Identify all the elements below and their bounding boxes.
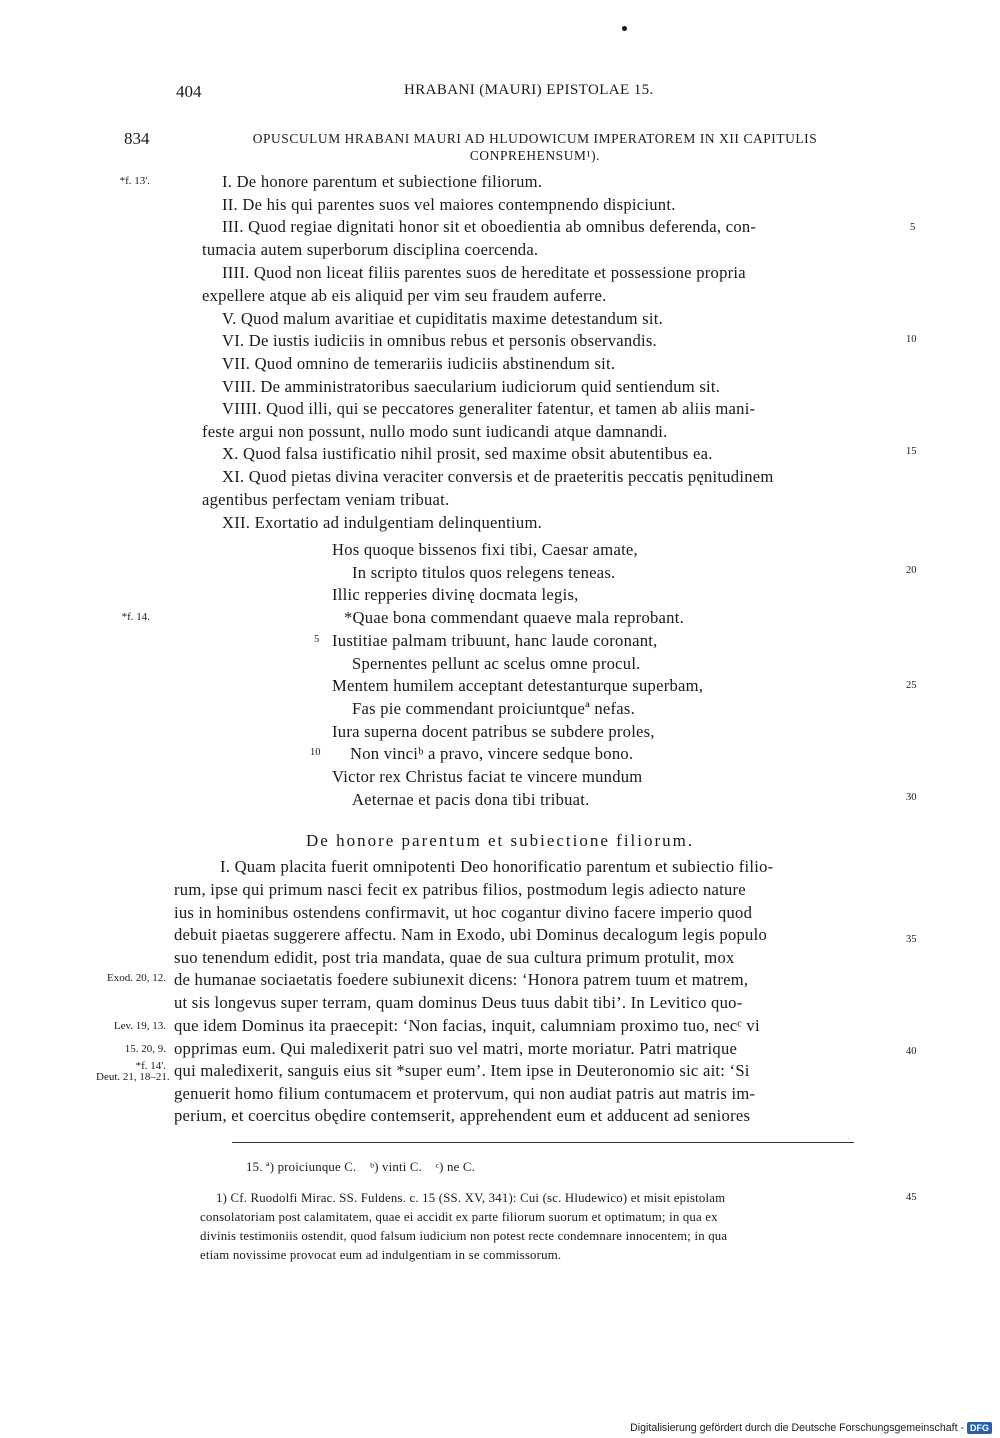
opusculum-title: OPUSCULUM HRABANI MAURI AD HLUDOWICUM IMPERATOREM IN XII CAPITULIS CONPREHENSUM¹). (252, 131, 818, 163)
footnote-line: consolatoriam post calamitatem, quae ei accidit ex parte filiorum suorum et optimatum; in qua ex (200, 1210, 718, 1224)
body-line: genuerit homo filium contumacem et protervum, qui non audiat patris aut matris im- (174, 1084, 756, 1103)
poem-line: Iura superna docent patribus se subdere proles, (332, 722, 655, 741)
chapter-line: VIIII. Quod illi, qui se peccatores generaliter fatentur, et tamen ab aliis mani- (222, 399, 756, 418)
body-line: I. Quam placita fuerit omnipotenti Deo honorificatio parentum et subiectio filio- (220, 857, 774, 876)
chapter-line: VII. Quod omnino de temerariis iudiciis abstinendum sit. (222, 354, 616, 373)
line-number: 40 (906, 1046, 917, 1057)
line-number: 10 (906, 334, 917, 345)
line-number: 30 (906, 792, 917, 803)
line-number: 25 (906, 680, 917, 691)
margin-note: *f. 13'. (119, 175, 150, 187)
margin-note: *f. 14. (121, 611, 150, 623)
chapter-line: VIII. De amministratoribus saecularium iudiciorum quid sentiendum sit. (222, 377, 721, 396)
poem-line: Victor rex Christus faciat te vincere mundum (332, 767, 643, 786)
ink-dot (622, 26, 627, 31)
credit-text: Digitalisierung gefördert durch die Deutsche Forschungsgemeinschaft - (630, 1422, 964, 1434)
body-line: ius in hominibus ostendens confirmavit, ut hoc cogantur divino facere imperio quod (174, 903, 753, 922)
body-line: opprimas eum. Qui maledixerit patri suo vel matri, morte moriatur. Patri matrique (174, 1039, 738, 1058)
chapter-line: expellere atque ab eis aliquid per vim seu fraudem auferre. (202, 286, 607, 305)
margin-note: Deut. 21, 18–21. (96, 1071, 170, 1083)
line-number: 45 (906, 1192, 917, 1203)
chapter-line: XI. Quod pietas divina veraciter conversis et de praeteritis peccatis pęnitudinem (222, 467, 774, 486)
chapter-line: I. De honore parentum et subiectione filiorum. (222, 172, 543, 191)
chapter-line: II. De his qui parentes suos vel maiores contempnendo dispiciunt. (222, 195, 676, 214)
poem-line: Iustitiae palmam tribuunt, hanc laude coronant, (332, 631, 658, 650)
digitization-credit (630, 1422, 992, 1434)
column-number: 834 (124, 129, 150, 148)
poem-line: In scripto titulos quos relegens teneas. (352, 563, 616, 582)
poem-line: Spernentes pellunt ac scelus omne procul. (352, 654, 641, 673)
verse-line-number: 10 (310, 747, 321, 758)
poem-line: Mentem humilem acceptant detestanturque superbam, (332, 676, 704, 695)
margin-note: Exod. 20, 12. (107, 972, 166, 984)
chapter-line: tumacia autem superborum disciplina coercenda. (202, 240, 539, 259)
body-line: que idem Dominus ita praecepit: ‘Non facias, inquit, calumniam proximo tuo, necᶜ vi (174, 1016, 760, 1035)
poem-line: *Quae bona commendant quaeve mala reprobant. (344, 608, 684, 627)
page-number: 404 (176, 82, 202, 101)
margin-note: 15. 20, 9. (124, 1043, 166, 1055)
chapter-line: X. Quod falsa iustificatio nihil prosit, sed maxime obsit abutentibus ea. (222, 444, 713, 463)
chapter-line: V. Quod malum avaritiae et cupiditatis maxime detestandum sit. (222, 309, 664, 328)
body-line: debuit piaetas suggerere affectu. Nam in Exodo, ubi Dominus decalogum legis populo (174, 925, 768, 944)
verse-line-number: 5 (314, 634, 320, 645)
body-line: perium, et coercitus obędire contemserit, apprehendent eum et adducent ad seniores (174, 1106, 751, 1125)
poem-line: Hos quoque bissenos fixi tibi, Caesar amate, (332, 540, 638, 559)
line-number: 35 (906, 934, 917, 945)
footnote-line: etiam novissime provocat eum ad indulgentiam in se commissorum. (200, 1248, 562, 1262)
poem-line: Non vinciᵇ a pravo, vincere sedque bono. (350, 744, 634, 763)
poem-line: Aeternae et pacis dona tibi tribuat. (352, 790, 590, 809)
footnote-line: 1) Cf. Ruodolfi Mirac. SS. Fuldens. c. 15 (SS. XV, 341): Cui (sc. Hludewico) et misit epistolam (216, 1191, 726, 1205)
body-line: suo tenendum edidit, post tria mandata, quae de sua cultura primum protulit, mox (174, 948, 735, 967)
chapter-line: III. Quod regiae dignitati honor sit et oboedientia ab omnibus deferenda, con- (222, 217, 757, 236)
margin-note: *f. 14'. (135, 1060, 166, 1072)
chapter-line: IIII. Quod non liceat filiis parentes suos de hereditate et possessione propria (222, 263, 746, 282)
poem-line: Fas pie commendant proiciuntqueª nefas. (352, 699, 635, 718)
line-number: 15 (906, 446, 917, 457)
poem-line: Illic repperies divinę docmata legis, (332, 585, 579, 604)
critical-apparatus: 15. ª) proiciunque C. ᵇ) vinti C. ᶜ) ne C. (246, 1160, 476, 1174)
chapter-line: agentibus perfectam veniam tribuat. (202, 490, 450, 509)
line-number: 5 (910, 222, 916, 233)
chapter-line: VI. De iustis iudiciis in omnibus rebus et personis observandis. (222, 331, 657, 350)
body-line: qui maledixerit, sanguis eius sit *super eum’. Item ipse in Deuteronomio sic ait: ‘Si (174, 1061, 750, 1080)
body-line: de humanae sociaetatis foedere subiunexit dicens: ‘Honora patrem tuum et matrem, (174, 970, 749, 989)
body-line: ut sis longevus super terram, quam dominus Deus tuus dabit tibi’. In Levitico quo- (174, 993, 743, 1012)
body-line: rum, ipse qui primum nasci fecit ex patribus filios, postmodum legis adiecto nature (174, 880, 746, 899)
chapter-line: feste argui non possunt, nullo modo sunt iudicandi atque damnandi. (202, 422, 668, 441)
dfg-logo: DFG (967, 1422, 992, 1434)
footnote-line: divinis testimoniis ostendit, quod falsum iudicium non potest recte condemnare innocentem; in qua (200, 1229, 728, 1243)
section-heading: De honore parentum et subiectione filiorum. (306, 831, 695, 850)
line-number: 20 (906, 565, 917, 576)
chapter-line: XII. Exortatio ad indulgentiam delinquentium. (222, 513, 543, 532)
footnote-separator (232, 1142, 854, 1143)
running-title: HRABANI (MAURI) EPISTOLAE 15. (404, 82, 654, 98)
margin-note: Lev. 19, 13. (113, 1020, 166, 1032)
